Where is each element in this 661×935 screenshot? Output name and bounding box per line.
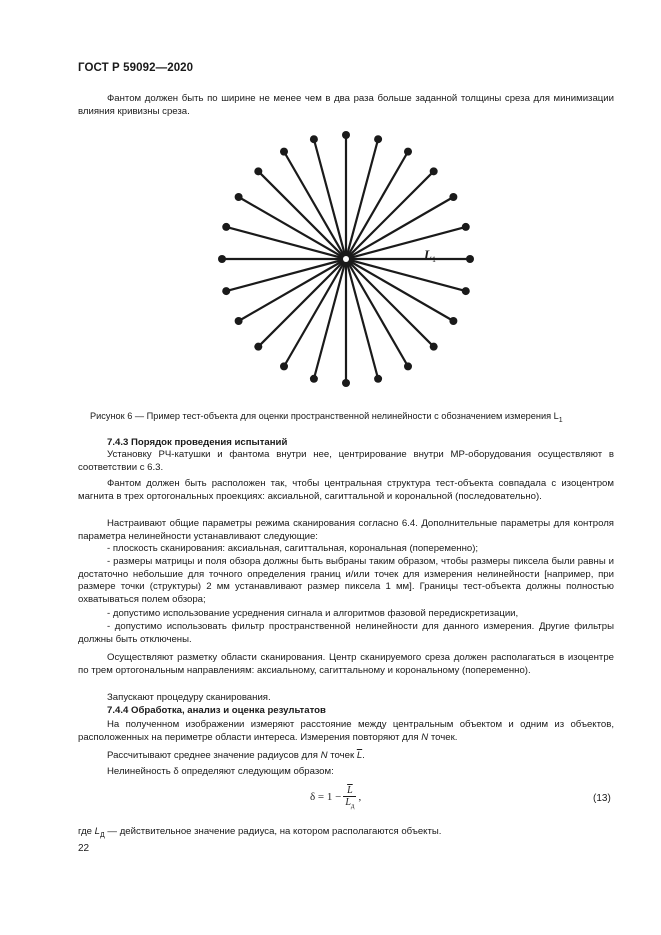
- spoke-end-dot: [222, 287, 230, 295]
- section-743-p3: Настраивают общие параметры режима сканирования согласно 6.4. Дополнительные параметры для контроля параметра нелинейности устанавливают следующие:: [78, 518, 614, 542]
- spoke-end-dot: [310, 375, 318, 383]
- spoke-end-dot: [218, 255, 226, 263]
- spoke-end-dot: [430, 167, 438, 175]
- spoke-end-dot: [462, 287, 470, 295]
- section-744-p1: На полученном изображении измеряют расстояние между центральным объектом и одним из объектов, расположенных на периметре области интереса. Измерения повторяют для N точек.: [78, 719, 614, 743]
- where-paragraph: где $L_Д$ — действительное значение радиуса, на котором располагаются объекты.: [78, 826, 442, 839]
- spoke-end-dot: [449, 193, 457, 201]
- figure-caption-text: Рисунок 6 — Пример тест-объекта для оценки пространственной нелинейности с обозначением измерения L: [90, 411, 559, 421]
- section-743-p1: Установку РЧ-катушки и фантома внутри нее, центрирование внутри МР-оборудования осуществляют в соответствии с 6.3.: [78, 449, 614, 473]
- spoke-line: [314, 139, 346, 259]
- section-744-p3: Нелинейность δ определяют следующим образом:: [107, 766, 334, 777]
- section-743-p5: Запускают процедуру сканирования.: [107, 692, 271, 703]
- spoke-line: [346, 259, 378, 379]
- formula-numerator: $\overline{L}$: [343, 785, 356, 797]
- section-743-item-4: - допустимо использовать фильтр пространственной нелинейности для данного измерения. Другие фильтры должны быть отключены.: [78, 621, 614, 645]
- spoke-end-dot: [466, 255, 474, 263]
- spoke-end-dot: [235, 317, 243, 325]
- spoke-line: [346, 259, 466, 291]
- center-dot-inner: [343, 256, 349, 262]
- formula-lhs: δ = 1 −: [310, 791, 342, 804]
- spoke-end-dot: [430, 343, 438, 351]
- page-number: 22: [78, 843, 90, 854]
- section-743-item-2: - размеры матрицы и поля обзора должны быть выбраны таким образом, чтобы размеры пиксела были равны и достаточно небольшие для точного определения границ и/или точек для измерения нелинейности [например, при размере точки (структуры) 2 мм устанавливают размер пиксела 1 мм]. Границы тест-объекта должны полностью охватываться полем обзора;: [78, 556, 614, 605]
- spoke-end-dot: [280, 362, 288, 370]
- spoke-end-dot: [404, 148, 412, 156]
- formula-fraction: [343, 785, 356, 810]
- spoke-end-dot: [222, 223, 230, 231]
- spoke-line: [226, 259, 346, 291]
- spoke-end-dot: [310, 135, 318, 143]
- spoke-end-dot: [342, 131, 350, 139]
- formula-denominator-sub: д: [350, 802, 355, 810]
- formula-denominator: L: [345, 797, 351, 808]
- equation-number: (13): [593, 793, 611, 804]
- figure-caption-sub: 1: [558, 416, 563, 424]
- intro-paragraph: Фантом должен быть по ширине не менее чем в два раза больше заданной толщины среза для минимизации влияния кривизны среза.: [78, 93, 614, 117]
- section-743-p4: Осуществляют разметку области сканирования. Центр сканируемого среза должен располагаться в изоцентре по трем ортогональным направлениям: аксиальному, сагиттальному и корональному (попеременно).: [78, 652, 614, 676]
- spoke-line: [346, 227, 466, 259]
- spoke-end-dot: [254, 167, 262, 175]
- section-743-heading: 7.4.3 Порядок проведения испытаний: [107, 437, 288, 448]
- spoke-end-dot: [280, 148, 288, 156]
- figure-caption: [90, 411, 563, 424]
- section-744-heading: 7.4.4 Обработка, анализ и оценка результатов: [107, 705, 326, 716]
- spoke-line: [314, 259, 346, 379]
- document-header: ГОСТ Р 59092—2020: [78, 62, 194, 74]
- spoke-label-sub: 1: [432, 255, 436, 264]
- formula-end: ,: [358, 791, 362, 804]
- spoke-end-dot: [235, 193, 243, 201]
- formula-13: [310, 785, 361, 810]
- section-743-item-1: - плоскость сканирования: аксиальная, сагиттальная, корональная (попеременно);: [107, 543, 479, 554]
- test-object-figure: [215, 128, 477, 390]
- spoke-end-dot: [374, 135, 382, 143]
- spoke-line: [346, 139, 378, 259]
- section-743-p2: Фантом должен быть расположен так, чтобы центральная структура тест-объекта совпадала с изоцентром магнита в трех ортогональных проекциях: аксиальной, сагиттальной и корональной (последовательно).: [78, 478, 614, 502]
- spoke-end-dot: [462, 223, 470, 231]
- spoke-end-dot: [449, 317, 457, 325]
- spoke-line: [226, 227, 346, 259]
- spoke-end-dot: [404, 362, 412, 370]
- spoke-end-dot: [374, 375, 382, 383]
- section-744-p2: Рассчитывают среднее значение радиусов для N точек $\overline{L}$.: [107, 750, 365, 761]
- spoke-end-dot: [342, 379, 350, 387]
- spoke-label: L: [424, 247, 432, 262]
- section-743-item-3: - допустимо использование усреднения сигнала и алгоритмов фазовой передискретизации,: [107, 608, 519, 619]
- spoke-end-dot: [254, 343, 262, 351]
